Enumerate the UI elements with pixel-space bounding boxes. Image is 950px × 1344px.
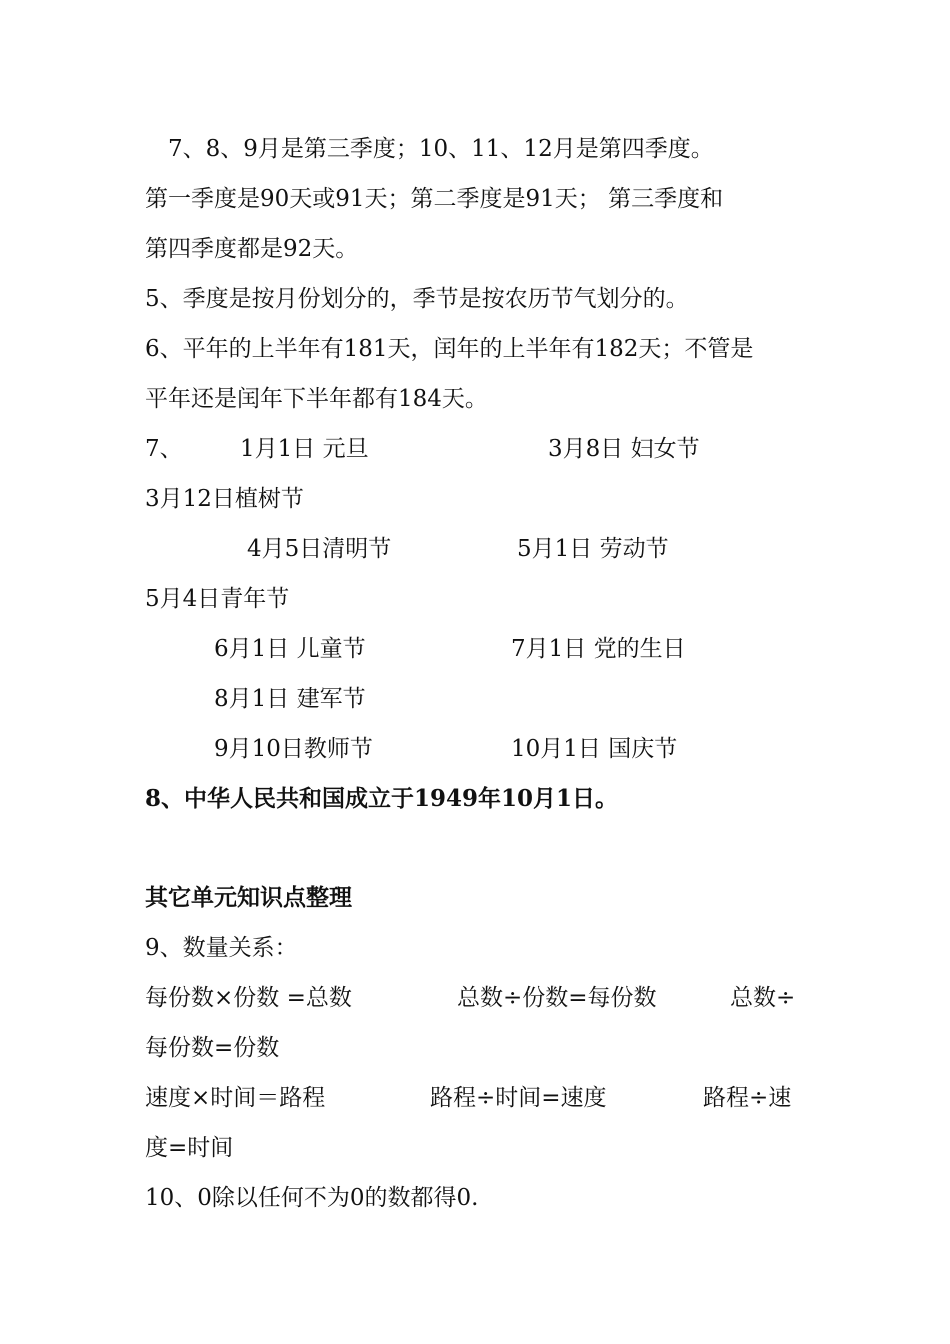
formula-shares-end: 每份数=份数 xyxy=(145,1035,280,1061)
relations-row-1 xyxy=(145,980,825,1016)
holiday-party-day: 7月1日 党的生日 xyxy=(511,636,686,662)
text-line-half-year-cont: 平年还是闰年下半年都有184天。 xyxy=(145,386,488,412)
formula-distance: 速度×时间＝路程 xyxy=(145,1085,326,1111)
formula-speed: 路程÷时间=速度 xyxy=(430,1085,607,1111)
text-line-quarters-months: 7、8、9月是第三季度；10、11、12月是第四季度。 xyxy=(168,136,714,162)
holiday-qingming: 4月5日清明节 xyxy=(247,536,392,562)
holiday-row-1 xyxy=(145,431,845,467)
formula-time-start: 路程÷速 xyxy=(703,1085,792,1111)
holiday-teachers-day: 9月10日教师节 xyxy=(214,736,373,762)
formula-shares-start: 总数÷ xyxy=(730,985,796,1011)
item-number: 7、 xyxy=(145,436,183,462)
holiday-row-4 xyxy=(145,681,845,717)
formula-total: 每份数×份数 =总数 xyxy=(145,985,352,1011)
holiday-row-5 xyxy=(145,731,845,767)
text-line-quarter-days-cont: 第四季度都是92天。 xyxy=(145,236,359,262)
holiday-childrens-day: 6月1日 儿童节 xyxy=(214,636,366,662)
holiday-arbor-day: 3月12日植树节 xyxy=(145,486,304,512)
formula-per-share: 总数÷份数=每份数 xyxy=(457,985,657,1011)
holiday-national-day: 10月1日 国庆节 xyxy=(511,736,678,762)
holiday-row-3 xyxy=(145,631,845,667)
formula-time-end: 度=时间 xyxy=(145,1135,234,1161)
text-line-seasons: 5、季度是按月份划分的，季节是按农历节气划分的。 xyxy=(145,286,689,312)
holiday-new-year: 1月1日 元旦 xyxy=(240,436,369,462)
section-title: 其它单元知识点整理 xyxy=(145,884,352,911)
text-line-quarter-days: 第一季度是90天或91天；第二季度是91天； 第三季度和 xyxy=(145,186,724,212)
holiday-labor-day: 5月1日 劳动节 xyxy=(517,536,669,562)
text-line-prc-founding: 8、中华人民共和国成立于1949年10月1日。 xyxy=(145,785,619,812)
holiday-army-day: 8月1日 建军节 xyxy=(214,686,366,712)
text-line-half-year: 6、平年的上半年有181天，闰年的上半年有182天；不管是 xyxy=(145,336,754,362)
holiday-youth-day: 5月4日青年节 xyxy=(145,586,290,612)
holiday-womens-day: 3月8日 妇女节 xyxy=(548,436,700,462)
text-line-zero-rule: 10、0除以任何不为0的数都得0. xyxy=(145,1185,479,1211)
relations-heading: 9、数量关系： xyxy=(145,935,298,961)
holiday-row-2 xyxy=(145,531,845,567)
relations-row-2 xyxy=(145,1080,825,1116)
